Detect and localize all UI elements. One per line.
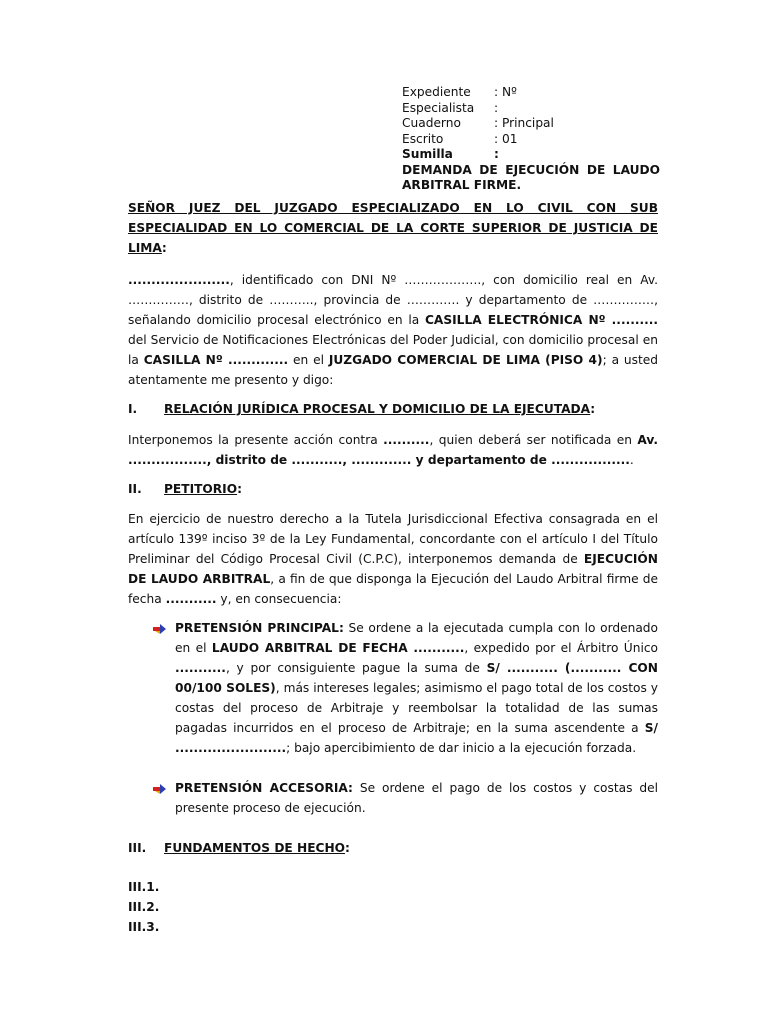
section-1-colon: : [590,402,596,416]
intro-juzgado: JUZGADO COMERCIAL DE LIMA (PISO 4) [328,353,603,367]
cuaderno-label: Cuaderno [402,116,461,130]
pp-text-3: , y por consiguiente pague la suma de [225,661,487,675]
especialista-value: : [494,100,499,115]
section-3-heading [128,838,350,858]
sumilla-label: Sumilla [402,147,453,161]
intro-paragraph [128,270,658,390]
s2-text-3: y, en consecuencia: [216,592,342,606]
section-3-item: III.3. [128,920,160,934]
intro-casilla: CASILLA Nº ............. [143,353,289,367]
s1-text-3: . [629,453,634,467]
section-1-heading [128,399,595,419]
s2-text-1: En ejercicio de nuestro derecho a la Tutela Jurisdiccional Efectiva consagrada en el artículo 139º inciso 3º de la Ley Fundamental, concordante con el artículo I del Título Preliminar del Código Procesal Civil (C.P.C), interponemos demanda de [128,512,658,566]
section-2-title: PETITORIO [164,482,238,496]
especialista-label: Especialista [402,100,475,115]
section-2-number: II. [128,482,142,496]
section-1-number: I. [128,402,138,416]
s2-fecha-blank: ........... [165,592,217,606]
intro-text-1: , identificado con DNI Nº ………………., con domicilio real en Av. ……………, distrito de ……….., provincia de …………. y departamento de ……………, señalando domicilio procesal electrónico en la [128,273,658,327]
pp-text-5: ; bajo apercibimiento de dar inicio a la ejecución forzada. [286,741,637,755]
pp-label: PRETENSIÓN PRINCIPAL: [175,621,344,635]
arrow-bullet-icon [152,783,172,795]
pp-arbitro-blank: ........... [175,661,226,675]
expediente-label: Expediente [402,85,471,99]
section-3-colon: : [345,841,350,855]
escrito-label: Escrito [402,131,444,146]
intro-name-blank: ...................... [128,273,230,287]
s2-ejecucion-laudo: EJECUCIÓN DE LAUDO ARBITRAL [128,552,658,586]
pa-text: Se ordene el pago de los costos y costas del presente proceso de ejecución. [175,781,658,815]
s1-ejecutada-blank: .......... [383,433,430,447]
section-2-paragraph [128,509,658,609]
pretension-accesoria [175,778,658,818]
pp-laudo-fecha: LAUDO ARBITRAL DE FECHA ........... [211,641,465,655]
addressee [128,198,658,258]
s2-text-2: , a fin de que disponga la Ejecución del Laudo Arbitral firme de fecha [128,572,658,606]
intro-text-2: del Servicio de Notificaciones Electrónicas del Poder Judicial, con domicilio procesal en la [128,333,658,367]
section-3-item: III.2. [128,900,160,914]
pp-text-4: , más intereses legales; asimismo el pago total de los costos y costas del proceso de Arbitraje y reembolsar la totalidad de las sumas pagadas incurridos en el proceso de Arbitraje; en la suma ascendente a [175,681,658,735]
intro-text-4: ; a usted atentamente me presento y digo: [128,353,658,387]
pp-suma: S/ ........... (........... CON 00/100 SOLES) [175,661,658,695]
s1-text-2: , quien deberá ser notificada en [429,433,638,447]
intro-text-3: en el [288,353,329,367]
pp-suma-2: S/ ........................ [175,721,658,755]
sumilla-value: : [494,147,499,161]
pretension-principal [175,618,658,758]
section-1-title: RELACIÓN JURÍDICA PROCESAL Y DOMICILIO DE LA EJECUTADA [164,402,591,416]
section-1-paragraph [128,430,658,470]
intro-casilla-electronica: CASILLA ELECTRÓNICA Nº .......... [424,313,658,327]
sumilla-text: DEMANDA DE EJECUCIÓN DE LAUDO ARBITRAL FIRME. [402,162,660,192]
section-3-item: III.1. [128,880,160,894]
case-header [402,85,660,194]
pp-text-1: Se ordene a la ejecutada cumpla con lo ordenado en el [175,621,658,655]
section-3-number: III. [128,841,147,855]
escrito-value: : 01 [494,131,518,146]
pa-label: PRETENSIÓN ACCESORIA: [175,781,353,795]
addressee-text: SEÑOR JUEZ DEL JUZGADO ESPECIALIZADO EN LO CIVIL CON SUB ESPECIALIDAD EN LO COMERCIAL DE LA CORTE SUPERIOR DE JUSTICIA DE LIMA [128,201,658,255]
pp-text-2: , expedido por el Árbitro Único [464,641,658,655]
addressee-colon: : [161,241,167,255]
arrow-bullet-icon [152,623,172,635]
s1-text-1: Interponemos la presente acción contra [128,433,384,447]
expediente-value: : Nº [494,85,517,99]
section-3-title: FUNDAMENTOS DE HECHO [164,841,346,855]
section-2-colon: : [237,482,242,496]
s1-address-blank: Av. ................., distrito de ..........., ............. y departamento de ................. [128,433,658,467]
cuaderno-value: : Principal [494,116,554,130]
section-2-heading [128,479,242,499]
